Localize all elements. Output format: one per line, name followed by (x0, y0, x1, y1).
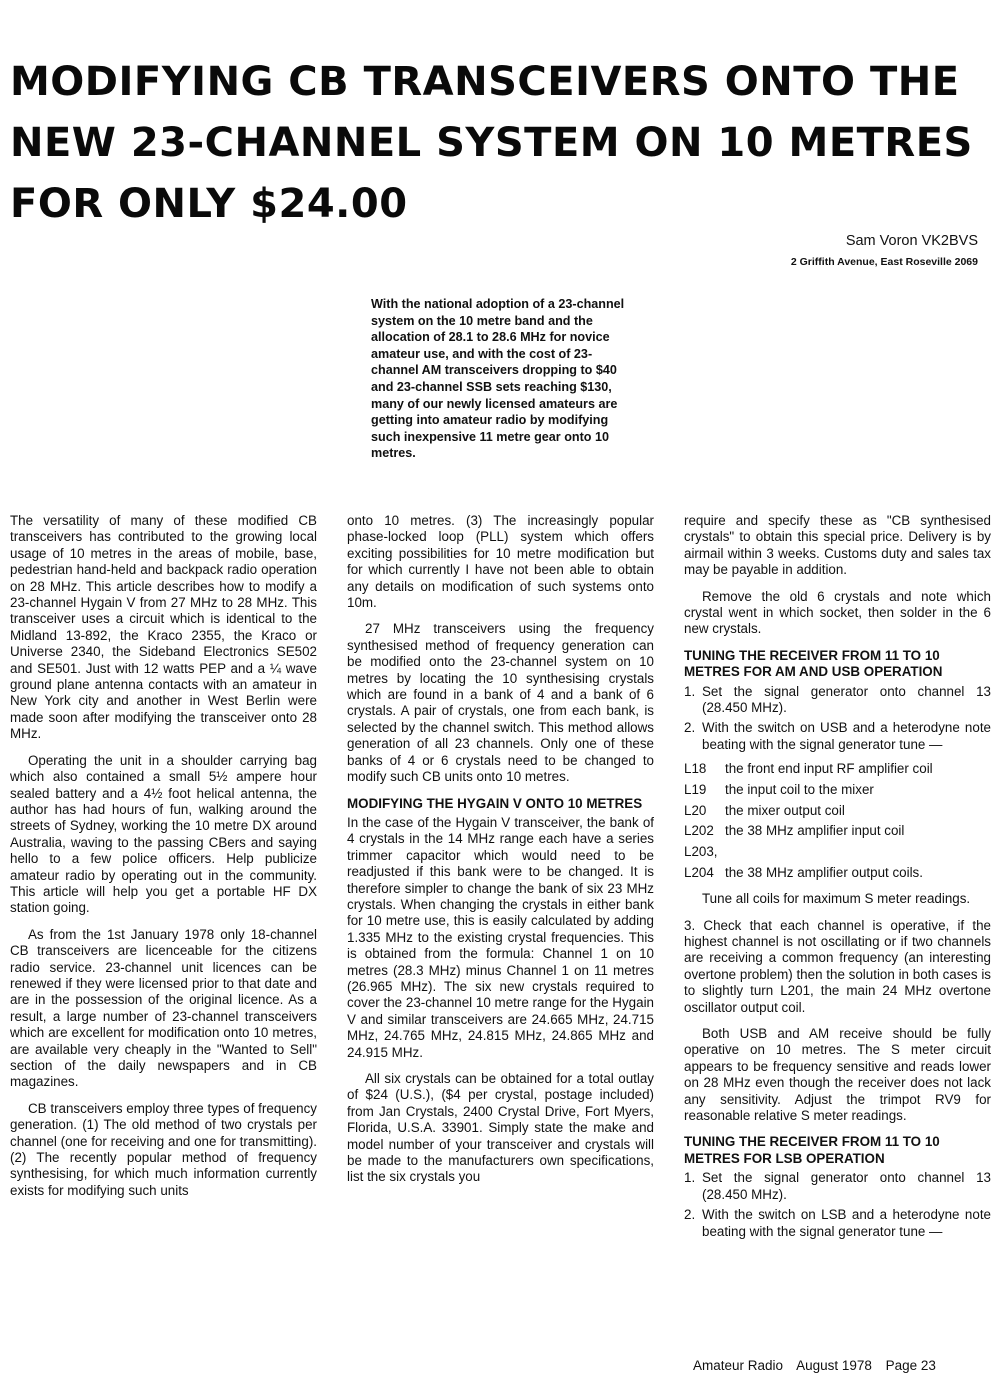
step-item (684, 1170, 991, 1203)
column-2 (347, 512, 654, 1196)
paragraph: 3. Check that each channel is operative, if the highest channel is not oscillating or if two channels are receiving a common frequency (an interesting overtone problem) then the solution in both cases is to slightly turn L201, the main 24 MHz overtone oscillator output coil. (684, 917, 991, 1015)
headline-line-3: FOR ONLY $24.00 (10, 181, 408, 227)
coil-desc: the input coil to the mixer (725, 781, 874, 797)
step-list (684, 684, 991, 754)
issue-date: August 1978 (796, 1358, 872, 1373)
paragraph: require and specify these as "CB synthesised crystals" to obtain this special price. Delivery is by airmail within 3 weeks. Customs duty and sales tax may be payable in addition. (684, 513, 991, 578)
step-item (684, 1207, 991, 1240)
coil-item (684, 761, 991, 777)
byline (791, 231, 978, 270)
coil-list (684, 761, 991, 881)
step-number: 2. (684, 1207, 696, 1223)
step-text: Set the signal generator onto channel 13 (28.450 MHz). (702, 1170, 991, 1202)
paragraph: 27 MHz transceivers using the frequency synthesised method of frequency generation can be modified onto the 23-channel system on 10 metres by locating the 10 synthesising crystals which are found in a bank of 4 and a bank of 6 crystals. A pair of crystals, one from each bank, is selected by the channel switch. This method allows generation of all 23 channels. Only one of these banks of 4 or 6 crystals need to be changed to modify such CB units onto 10 metres. (347, 621, 654, 785)
step-item (684, 684, 991, 717)
headline-line-1: MODIFYING CB TRANSCEIVERS ONTO THE (10, 59, 960, 105)
coil-item (684, 865, 991, 881)
paragraph: Remove the old 6 crystals and note which crystal went in which socket, then solder in the 6 new crystals. (684, 588, 991, 637)
coil-ref: L204 (684, 864, 714, 880)
section-heading: TUNING THE RECEIVER FROM 11 TO 10 METRES FOR LSB OPERATION (684, 1134, 940, 1166)
step-text: With the switch on USB and a heterodyne note beating with the signal generator tune — (702, 720, 991, 752)
coil-desc: the 38 MHz amplifier output coils. (725, 864, 923, 880)
coil-item (684, 844, 991, 860)
coil-ref: L19 (684, 781, 707, 797)
coil-ref: L202 (684, 823, 714, 839)
step-number: 2. (684, 720, 696, 736)
paragraph: onto 10 metres. (3) The increasingly popular phase-locked loop (PLL) system which offers exciting possibilities for 10 metre modification but for which currently I have not been able to obtain any details on modification of such systems onto 10m. (347, 513, 654, 611)
step-item (684, 720, 991, 753)
author-address: 2 Griffith Avenue, East Roseville 2069 (790, 256, 978, 268)
article-headline (10, 52, 995, 235)
step-list (684, 1170, 991, 1240)
step-text: With the switch on LSB and a heterodyne note beating with the signal generator tune — (702, 1207, 991, 1239)
section-heading: MODIFYING THE HYGAIN V ONTO 10 METRES (347, 795, 643, 811)
coil-ref: L203, (684, 844, 718, 860)
step-number: 1. (684, 1170, 696, 1186)
coil-ref: L20 (684, 802, 707, 818)
paragraph: In the case of the Hygain V transceiver, the bank of 4 crystals in the 14 MHz range each have a series trimmer capacitor which would need to be readjusted if this bank were to be changed. It is therefore simpler to change the bank of six 23 MHz crystals. When changing the crystals in either bank for 10 metre use, this is easily calculated by adding 1.335 MHz to the existing crystal frequencies. This is obtained from the formula: Channel 1 on 10 metres (28.3 MHz) minus Channel 1 on 11 metres (26.965 MHz). The six new crystals required to cover the 23-channel 10 metre range for the Hygain V and similar transceivers are 24.665 MHz, 24.715 MHz, 24.765 MHz, 24.815 MHz, 24.865 MHz and 24.915 MHz. (347, 814, 654, 1060)
coil-ref: L18 (684, 761, 707, 777)
paragraph: All six crystals can be obtained for a total outlay of $24 (U.S.), ($4 per crystal, postage included) from Jan Crystals, 2400 Crystal Drive, Fort Myers, Florida, U.S.A. 33901. Simply state the make and model number of your transceiver and crystals will be made to the manufacturers own specifications, list the six crystals you (347, 1071, 654, 1185)
page-footer (693, 1358, 946, 1373)
paragraph: The versatility of many of these modified CB transceivers has contributed to the growing local usage of 10 metres in the areas of mobile, base, pedestrian hand-held and backpack radio operation on 28 MHz. This article describes how to modify a 23-channel Hygain V from 27 MHz to 28 MHz. This transceiver uses a circuit which is identical to the Midland 13-892, the Kraco 2355, the Kraco or Universe 2340, the Sideband Electronics SE502 and SE501. Just with 12 watts PEP and a ¼ wave ground plane antenna contacts with an amateur in New York city and another in West Berlin were made soon after modifying the transceiver onto 28 MHz. (10, 513, 317, 742)
step-text: Set the signal generator onto channel 13 (28.450 MHz). (702, 683, 991, 716)
page-number: Page 23 (885, 1358, 936, 1373)
coil-desc: the 38 MHz amplifier input coil (725, 823, 905, 839)
paragraph: Tune all coils for maximum S meter readings. (702, 891, 971, 907)
column-1 (10, 512, 317, 1209)
section-heading: TUNING THE RECEIVER FROM 11 TO 10 METRES FOR AM AND USB OPERATION (684, 647, 943, 680)
column-3 (684, 512, 991, 1248)
standfirst: With the national adoption of a 23-channel system on the 10 metre band and the allocation of 28.1 to 28.6 MHz for novice amateur use, and with the cost of 23-channel AM transceivers dropping to $40 and 23-channel SSB sets reaching $130, many of our newly licensed amateurs are getting into amateur radio by modifying such inexpensive 11 metre gear onto 10 metres. (371, 297, 625, 461)
coil-desc: the mixer output coil (725, 802, 845, 818)
coil-desc: the front end input RF amplifier coil (725, 761, 933, 777)
paragraph: Operating the unit in a shoulder carrying bag which also contained a small 5½ ampere hour sealed battery and a 4½ foot helical antenna, the author has had hours of fun, walking around the streets of Sydney, working the 10 metre DX around Australia, waving to the passing CBers and saying hello to a few police officers. Help publicize amateur radio by operating out in the community. This article will help you get a portable HF DX station going. (10, 752, 317, 916)
paragraph: CB transceivers employ three types of frequency generation. (1) The old method of two crystals per channel (one for receiving and one for transmitting). (2) The recently popular method of frequency synthesising, for which much information currently exists for modifying such units (10, 1100, 317, 1198)
paragraph: Both USB and AM receive should be fully operative on 10 metres. The S meter circuit appears to be frequency sensitive and reads lower on 28 MHz even though the receiver does not lack any sensitivity. Adjust the trimpot RV9 for reasonable relative S meter readings. (684, 1026, 991, 1124)
headline-line-2: NEW 23-CHANNEL SYSTEM ON 10 METRES (10, 120, 973, 166)
coil-desc (725, 844, 991, 860)
coil-item (684, 803, 991, 819)
step-number: 1. (684, 683, 696, 699)
author-name: Sam Voron VK2BVS (845, 233, 978, 249)
paragraph: As from the 1st January 1978 only 18-channel CB transceivers are licenceable for the citizens radio service. 23-channel unit licences can be renewed if they were licensed prior to that date and are in the possession of the original licence. As a result, a large number of 23-channel transceivers which are excellent for modification onto 10 metres, are available very cheaply in the "Wanted to Sell" section of the daily newspapers and in CB magazines. (10, 926, 317, 1090)
publication-name: Amateur Radio (693, 1358, 784, 1373)
coil-item (684, 823, 991, 839)
coil-item (684, 782, 991, 798)
